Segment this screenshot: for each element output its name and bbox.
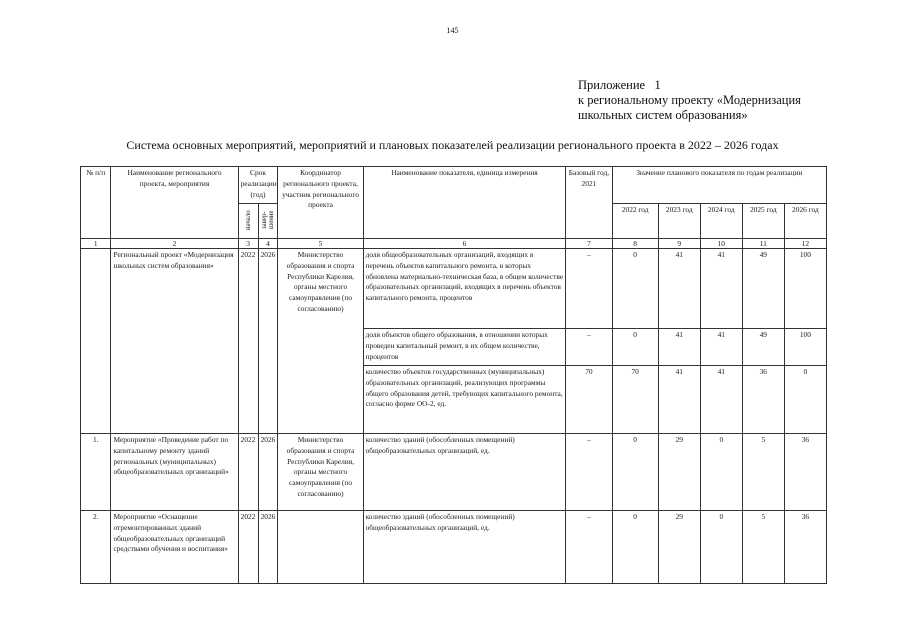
header-year-2024: 2024 год bbox=[700, 204, 742, 239]
indicator-base: 70 bbox=[566, 366, 612, 434]
indicator-name: доля объектов общего образования, в отношении которых проведен капитальный ремонт, в их общем количестве, процентов bbox=[363, 329, 566, 366]
indicator-name: доля общеобразовательных организаций, входящих в перечень объектов капитального ремонта, в которых обновлена материально-техническая база, в общем количестве образовательных организаций, входящих в перечень объектов капитального ремонта, процентов bbox=[363, 249, 566, 329]
header-base-year: Базовый год, 2021 bbox=[566, 167, 612, 239]
event-value-2023: 29 bbox=[658, 434, 700, 511]
indicator-value-2023: 41 bbox=[658, 329, 700, 366]
header-year-2026: 2026 год bbox=[784, 204, 826, 239]
indicator-base: – bbox=[566, 329, 612, 366]
indicator-value-2025: 36 bbox=[742, 366, 784, 434]
event-value-2025: 5 bbox=[742, 434, 784, 511]
indicator-value-2026: 100 bbox=[784, 249, 826, 329]
event-coordinator: Министерство образования и спорта Республики Карелия, органы местного самоуправления (по согласованию) bbox=[278, 434, 363, 511]
table-row bbox=[81, 434, 827, 511]
col-num-7: 7 bbox=[566, 239, 612, 249]
header-year-2022: 2022 год bbox=[612, 204, 658, 239]
col-num-6: 6 bbox=[363, 239, 566, 249]
header-planned: Значение планового показателя по годам реализации bbox=[612, 167, 826, 204]
header-start-label: начало bbox=[244, 210, 252, 230]
event-coordinator bbox=[278, 511, 363, 584]
event-indicator: количество зданий (обособленных помещений) общеобразовательных организаций, ед. bbox=[363, 434, 566, 511]
project-num bbox=[81, 249, 111, 434]
col-num-2: 2 bbox=[111, 239, 238, 249]
event-num: 1. bbox=[81, 434, 111, 511]
indicator-value-2022: 0 bbox=[612, 329, 658, 366]
header-name: Наименование регионального проекта, мероприятия bbox=[111, 167, 238, 239]
event-num: 2. bbox=[81, 511, 111, 584]
event-value-2024: 0 bbox=[700, 511, 742, 584]
header-num: № п/п bbox=[81, 167, 111, 239]
indicator-value-2025: 49 bbox=[742, 249, 784, 329]
event-indicator: количество зданий (обособленных помещений) общеобразовательных организаций, ед. bbox=[363, 511, 566, 584]
col-num-8: 8 bbox=[612, 239, 658, 249]
event-start: 2022 bbox=[238, 511, 258, 584]
indicator-value-2023: 41 bbox=[658, 366, 700, 434]
header-year-2025: 2025 год bbox=[742, 204, 784, 239]
project-coordinator: Министерство образования и спорта Республики Карелия, органы местного самоуправления (по согласованию) bbox=[278, 249, 363, 434]
event-value-2022: 0 bbox=[612, 511, 658, 584]
col-num-11: 11 bbox=[742, 239, 784, 249]
indicator-value-2022: 70 bbox=[612, 366, 658, 434]
indicator-value-2024: 41 bbox=[700, 366, 742, 434]
header-end bbox=[258, 204, 278, 239]
col-num-4: 4 bbox=[258, 239, 278, 249]
event-end: 2026 bbox=[258, 511, 278, 584]
event-value-2026: 36 bbox=[784, 434, 826, 511]
project-name: Региональный проект «Модернизация школьных систем образования» bbox=[111, 249, 238, 434]
indicator-value-2024: 41 bbox=[700, 329, 742, 366]
header-start bbox=[238, 204, 258, 239]
table-row bbox=[81, 249, 827, 329]
column-numbers-row bbox=[81, 239, 827, 249]
table-row bbox=[81, 511, 827, 584]
event-name: Мероприятие «Проведение работ по капитальному ремонту зданий региональных (муниципальных) общеобразовательных организаций» bbox=[111, 434, 238, 511]
indicator-value-2024: 41 bbox=[700, 249, 742, 329]
appendix-line-3: школьных систем образования» bbox=[578, 108, 748, 122]
appendix-line-2: к региональному проекту «Модернизация bbox=[578, 93, 801, 107]
appendix-block bbox=[578, 78, 801, 123]
event-end: 2026 bbox=[258, 434, 278, 511]
col-num-3: 3 bbox=[238, 239, 258, 249]
header-end-label: завер-шение bbox=[260, 210, 275, 230]
event-name: Мероприятие «Оснащение отремонтированных зданий общеобразовательных организаций средствами обучения и воспитания» bbox=[111, 511, 238, 584]
indicator-value-2026: 0 bbox=[784, 366, 826, 434]
col-num-9: 9 bbox=[658, 239, 700, 249]
col-num-5: 5 bbox=[278, 239, 363, 249]
event-base: – bbox=[566, 511, 612, 584]
indicator-value-2025: 49 bbox=[742, 329, 784, 366]
header-coordinator: Координатор регионального проекта, участник регионального проекта bbox=[278, 167, 363, 239]
indicator-value-2023: 41 bbox=[658, 249, 700, 329]
project-end: 2026 bbox=[258, 249, 278, 434]
event-value-2026: 36 bbox=[784, 511, 826, 584]
plan-table bbox=[80, 166, 827, 584]
page-number: 145 bbox=[446, 26, 459, 35]
project-start: 2022 bbox=[238, 249, 258, 434]
event-base: – bbox=[566, 434, 612, 511]
header-period: Срок реализации (год) bbox=[238, 167, 278, 204]
col-num-12: 12 bbox=[784, 239, 826, 249]
header-row-1 bbox=[81, 167, 827, 204]
appendix-line-1: Приложение 1 bbox=[578, 78, 661, 92]
indicator-value-2022: 0 bbox=[612, 249, 658, 329]
col-num-10: 10 bbox=[700, 239, 742, 249]
event-value-2022: 0 bbox=[612, 434, 658, 511]
event-value-2023: 29 bbox=[658, 511, 700, 584]
event-value-2024: 0 bbox=[700, 434, 742, 511]
event-start: 2022 bbox=[238, 434, 258, 511]
header-year-2023: 2023 год bbox=[658, 204, 700, 239]
document-title: Система основных мероприятий, мероприятий и плановых показателей реализации регионального проекта в 2022 – 2026 годах bbox=[126, 138, 779, 152]
event-value-2025: 5 bbox=[742, 511, 784, 584]
indicator-name: количество объектов государственных (муниципальных) образовательных организаций, реализующих программы общего образования детей, требующих капитального ремонта, согласно форме ОО-2, ед. bbox=[363, 366, 566, 434]
col-num-1: 1 bbox=[81, 239, 111, 249]
indicator-base: – bbox=[566, 249, 612, 329]
table-frame bbox=[80, 166, 827, 584]
indicator-value-2026: 100 bbox=[784, 329, 826, 366]
header-indicator: Наименование показателя, единица измерения bbox=[363, 167, 566, 239]
